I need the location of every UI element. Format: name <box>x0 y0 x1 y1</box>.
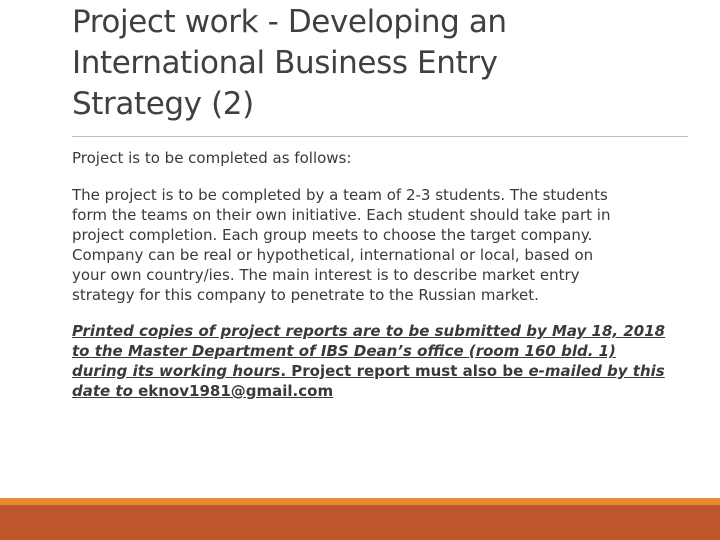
email-link[interactable]: eknov1981@gmail.com <box>138 382 334 400</box>
notice-text-3: during its working hours <box>72 362 281 380</box>
body-line-2: form the teams on their own initiative. Each student should take part in <box>72 206 611 224</box>
notice-line-1 <box>72 321 672 341</box>
slide-title-line-3: Strategy (2) <box>72 86 254 122</box>
notice-line-2 <box>72 341 672 361</box>
footer-accent-stripe <box>0 498 720 505</box>
body-line-3: project completion. Each group meets to choose the target company. <box>72 226 593 244</box>
notice-text-3b: e-mailed by this <box>528 362 665 380</box>
body-line-5: your own country/ies. The main interest is to describe market entry <box>72 266 580 284</box>
body-line-4: Company can be real or hypothetical, international or local, based on <box>72 246 594 264</box>
submission-notice <box>72 321 672 401</box>
notice-text-3-bold: . Project report must also be <box>280 362 529 380</box>
intro-paragraph: Project is to be completed as follows: <box>72 149 352 167</box>
slide-title-line-2: International Business Entry <box>72 45 498 81</box>
notice-text-1: Printed copies of project reports are to be submitted by May 18, 2018 <box>72 322 666 340</box>
body-line-1: The project is to be completed by a team of 2-3 students. The students <box>72 186 608 204</box>
title-divider <box>72 136 688 137</box>
slide-title <box>72 2 672 125</box>
notice-line-4 <box>72 381 672 401</box>
slide-content <box>72 148 672 417</box>
notice-text-4: date to <box>72 382 139 400</box>
notice-line-3 <box>72 361 672 381</box>
slide-title-line-1: Project work - Developing an <box>72 4 507 40</box>
notice-text-2: to the Master Department of IBS Dean’s office (room 160 bld. 1) <box>72 342 616 360</box>
body-line-6: strategy for this company to penetrate to the Russian market. <box>72 286 539 304</box>
body-paragraph <box>72 185 672 305</box>
